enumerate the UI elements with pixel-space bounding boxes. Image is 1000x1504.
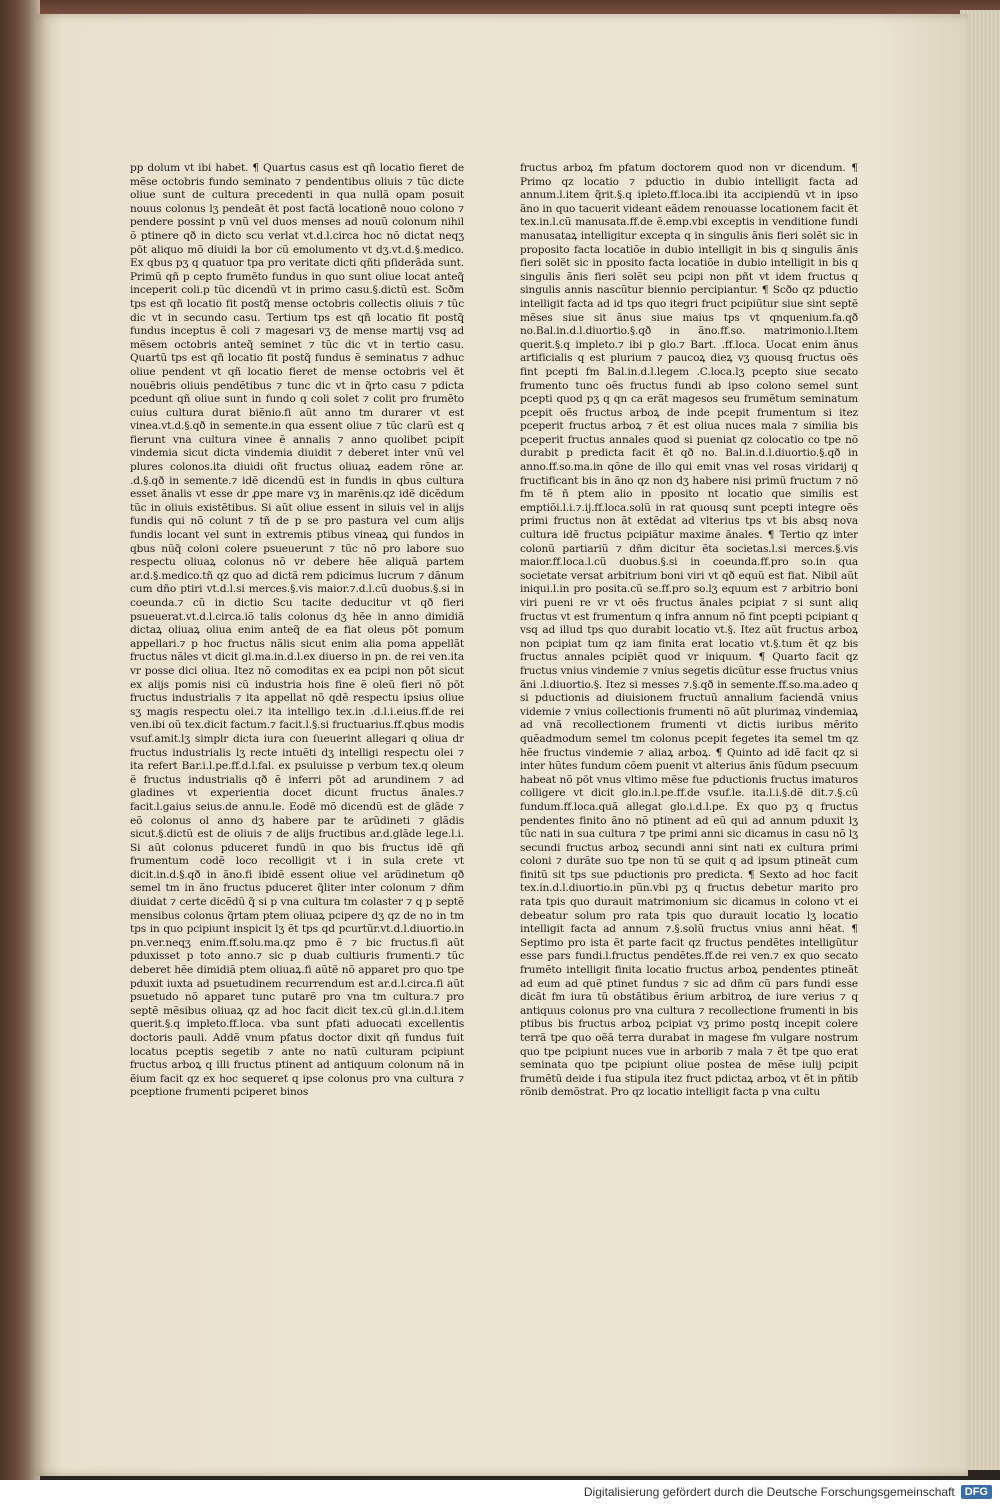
scanned-page	[34, 14, 968, 1476]
text-column-left: pp dolum vt ibi habet. ¶ Quartus casus est qñ locatio fieret de mẽse octobris fundo seminato ⁊ pendentibus oliuis ⁊ tũc dicte oliue sunt de cultura precedenti in qua nullã opam posuit nouus colonus lʒ pendeāt ēt post factã locationē nouo colono ⁊ pendere possint p vnũ vel duos menses ad nouũ colonum nihil õ ptinere qð in dicto scu verlat vt.d.l.circa hoc nõ dictat neqʒ pōt aliquo mõ diuidi la bor cũ emolumento vt dʒ.vt.d.§.medico. Ex qbus pʒ q quatuor tpa pro veritate dicti qñti pſiderãda sunt. Primũ qñ p cepto frumẽto fundus in quo sunt oliue locat anteq̃ inceperit coli.p tũc dicendũ vt in primo casu.§.dictũ est. Scðm tps est qñ locatio fit postq̃ mense octobris collectis oliuis ⁊ tũc dic vt in secundo casu. Tertium tps est qñ locatio fit postq̃ fundus inceptus ẽ coli ⁊ magesari vʒ de mense martij vsq ad mẽsem octobris anteq̃ seminet ⁊ tũc dic vt in tertio casu. Quartũ tps est qñ locatio fit postq̃ fundus ẽ seminatus ⁊ adhuc oliue pendent vt qñ locatio fieret de mense octobris vel ēt nouẽbris oliuis pendẽtibus ⁊ tunc dic vt in q̃rto casu ⁊ pdicta pcedunt qñ oliue sunt in fundo q coli solet ⁊ colit pro frumẽto cuius cultura durat biẽnio.fi aũt anno tm durarer vt est vinea.vt.d.§.qð in semente.in qua essent oliue ⁊ tũc clarũ est q fierunt vna cultura vinee ẽ annalis ⁊ anno quolibet pcipit vindemia sicut dicta vindemia diuidit ⁊ deberet inter vnũ vel plures colonos.ita diuidi oñt fructus oliuaꝝ eadem rõne ar. .d.§.qð in semente.⁊ idẽ dicendũ est in fundis in qbus cultura esset ãnalis vt esse dr ꝓpe mare vʒ in marẽnis.qz idẽ dicẽdum tũc in oliuis existẽtibus. Si aũt oliue essent in siluis vel in alijs fundis qui nõ colunt ⁊ tñ de p se pro pastura vel cum alijs fundis locant vel sunt in extremis ptibus vineaꝝ qui fundos in qbus nũq̃ coloni colere psueuerunt ⁊ tũc nõ pro labore suo respectu oliuaꝝ colonus nõ vr debere hẽe aliquã partem ar.d.§.medico.tñ qz quo ad dictã rem pdicimus lucrum ⁊ dãnum cum dño ptiri vt.d.l.si merces.§.vis maior.⁊.d.l.cũ duobus.§.si in coeunda.⁊ cũ in dictio Scu tacite deducitur vt qð fieri psueuerat.vt.d.l.circa.iõ talis colonus dʒ hẽe in anno dimidiã dictaꝝ oliuaꝝ oliua enim anteq̃ de ea fiat oleus pōt pomum appellari.⁊ p hoc fructus nãlis sicut enim alia poma appellãt fructus nãles vt dicit gl.ma.in.d.l.ex diuerso in pn. de rei ven.ita vr posse dici oliua. Itez nõ comoditas ex ea pcipi non pōt sicut ex alijs pomis nisi cũ industria hois fine ẽ oleũ fieri nõ pōt fructus industrialis ⁊ ita appellat nõ qdẽ respectu ipsius oliue sʒ magis respectu olei.⁊ ita intelligo tex.in .d.l.i.eius.ff.de rei ven.ibi oũ tex.dicit factum.⁊ facit.l.§.si fructuarius.ff.qbus modis vsuf.amit.lʒ simplr dicta iura con ſueuerint allegari q oliua dr fructus industrialis lʒ recte intuẽti dʒ intelligi respectu olei ⁊ ita refert Bar.i.l.pe.ff.d.l.fal. ex psuluisse p verbum tex.q oleum ẽ fructus industrialis qð ẽ inferri pōt ad arundinem ⁊ ad gladines vt experientia docet dicunt fructus ãnales.⁊ facit.l.gaius seius.de annu.le. Eodẽ mõ dicendũ est de glãde ⁊ eõ colonus ol anno dʒ habere par te arũdineti ⁊ glãdis sicut.§.dictũ est de oliuis ⁊ de alijs fructibus ar.d.glãde lege.l.i. Si aũt colonus pduceret fundũ in quo bis fructus idẽ qñ frumentum codẽ loco recolligit vt i in sula crete vt dicit.in.d.§.qð in ãno.fi ibidẽ essent oliue vel arũdinetum qð semel tm in ãno fructus pduceret q̃liter inter colonum ⁊ dñm diuidat ⁊ certe dicẽdũ q̃ si p vna cultura tm colaster ⁊ q p septẽ mensibus colonus q̃rtam ptem oliuaꝝ pcipere dʒ qz de no in tm tps in quo pcipiunt inspicit lʒ ẽt tps qd pcurtũr.vt.d.l.diuortio.in pn.ver.neqʒ enim.ff.solu.ma.qz pmo ẽ ⁊ bic fructus.fi aũt pduxisset p toto anno.⁊ sic p duab cultiuris frumenti.⁊ tũc deberet hẽe dimidiã ptem oliuaꝝ.fi aũtẽ nõ apparet pro quo tpe pduxit iuxta ad psuetudinem recurrendum est ar.d.l.circa.fi aũt psuetudo nõ apparet tunc putarẽ pro vna tm cultura.⁊ pro septẽ mẽsibus oliuaꝝ qz ad hoc facit dicit tex.cũ gl.in.d.l.item querit.§.q impleto.ff.loca. vba sunt pfati aduocati excellentis doctoris pauli. Addẽ vnum pfatus doctor dixit qñ fundus fuit locatus pceptis segetib ⁊ ante no natũ culturam pcipiunt fructus arboꝝ q illi fructus ptinent ad antiquum colonum nã in ẽium facit qz ex hoc sequeret q ipse colonus pro vna cultura ⁊ pceptione frumenti pciperet binos	[130, 162, 464, 1099]
footer-bar	[0, 1480, 1000, 1504]
text-column-right: fructus arboꝝ fm pfatum doctorem quod non vr dicendum. ¶ Primo qz locatio ⁊ pductio in dubio intelligit facta ad annum.l.item q̃rit.§.q ipleto.ff.loca.ibi ita accipiendũ vt in ipso ãno in quo tacuerit videant eãdem renouasse locationem facit ẽt tex.in.l.cũ manusata.ff.de ẽ.emp.vbi exceptis in venditione fundi manusataꝝ intelligitur excepta q in singulis ãnis fieri solẽt sic in proposito facta locatiõe in dubio intelligit in bis q singulis ãnis fieri solẽt sic in pposito facta locatiõe in dubio intelligit in bis q singulis ãnis fieri solẽt seu pcipi non pñt vt idem fructus q singulis annis nascũtur biennio percipiantur. ¶ Scðo qz pductio intelligit facta ad id tps quo itegri fruct pcipiũtur siue sint septẽ mẽses siue sit ãnus siue maius tps vt qnquenium.fa.qð no.Bal.in.d.l.diuortio.§.qð in ãno.ff.so. matrimonio.l.Item querit.§.q impleto.⁊ ibi p glo.⁊ Bart. .ff.loca. Uocat enim ãnus artificialis q est plurium ⁊ paucoꝝ dieꝝ vʒ quousq fructus oẽs fint pcepti fm Bal.in.d.l.legem .C.loca.lʒ pcepto siue secato frumento tunc oẽs fructus fundi ab ipso colono semel sunt pcepti quod pʒ q qn ca erãt magesos seu frumẽtum seminatum pcepit oẽs fructus arboꝝ de inde pcepit frumentum si itez pceperit fructus arboꝝ ⁊ ẽt est oliua nuces mala ⁊ similia bis pceperit fructus annales quod si pueniat qz colocatio co tpe nõ durabit p predicta facit ẽt qð no. Bal.in.d.l.diuortio.§.qð in anno.ff.so.ma.in qõne de illo qui emit vnas vel rosas viridarij q fructificant bis in ãno qz non dʒ habere nisi primũ fructum ⁊ nõ fm tẽ ñ ptem alio in pposito nt locatio que similis est emptiõi.l.i.⁊.ij.ff.loca.solũ in rat quousq sunt pcepti integre oẽs primi fructus non ãt extẽdat ad vlterius tps vt bis absq nova cultura idẽ fructus pcipiãtur maxime ãnales. ¶ Tertio qz inter colonũ partiariũ ⁊ dñm dicitur ẽta societas.l.si merces.§.vis maior.ff.loca.l.cũ duobus.§.si in coeunda.ff.pro so.in qua societate versat arbitrium boni viri vt qð equũ est fiat. Nibil aũt iniqui.l.in pro posita.cũ se.ff.pro so.lʒ equum est ⁊ arbitrio boni viri pueni re vr vt oẽs fructus ãnales pcipiat ⁊ si sunt aliq fructus vt est frumentum q infra annum nõ fint pcepti pcipiant q vsq ad illud tps quo durabit locatio vt.§. Itez aũt fructus arboꝝ non pcipiat tum qz iam finita erat locatio vt.§.tum ẽt qz bis fructus annales pcipiẽt quod vr iniquum. ¶ Quarto facit qz fructus vnius vindemie ⁊ vnius segetis dicũtur esse fructus vnius ãni .l.diuortio.§. Itez si messes ⁊.§.qð in semente.ff.so.ma.adeo q si pductionis ad diuisionem fructuũ annalium faciendã vnius videmie ⁊ vnius collectionis frumenti nõ aũt plurimaꝝ vindemiaꝝ ad vnã recollectionem frumenti vt dictis iuribus mẽrito quẽadmodum semel tm colonus pcepit fegetes ita semel tm qz hẽe fructus vindemie ⁊ aliaꝝ arboꝝ. ¶ Quinto ad idẽ facit qz si inter hũtes fundum cõem puenit vt alterius ãnis fũdum psecuum habeat nõ pōt vnus vltimo mẽse fue pductionis fructus imaturos colligere vt dicit glo.in.l.pe.ff.de vsuf.le. ita.l.i.§.dẽ dit.⁊.§.cũ fundum.ff.loca.quã allegat glo.i.d.l.pe. Ex quo pʒ q fructus pendentes finito ãno nõ ptinent ad eũ qui ad annum pduxit lʒ tũc nati in sua cultura ⁊ tpe primi anni sic dicamus in casu nõ lʒ secundi fructus arboꝝ secundi anni sint nati ex cultura primi coloni ⁊ durãte suo tpe non tũ se quit q ad ipsum ptineãt cum finitũ sit tps sue pductionis pro predicta. ¶ Sexto ad hoc facit tex.in.d.l.diuortio.in pũn.vbi pʒ q fructus debetur marito pro rata tpis quo durauit matrimonium sic dicamus in colono vt ei debeatur solum pro rata tpis quo durauit locatio lʒ locatio intelligit facta ad annum ⁊.§.solũ fructus vnius anni hẽat. ¶ Septimo pro ista ẽt parte facit qz fructus pendẽtes intelligũtur esse pars fundi.l.fructus pendẽtes.ff.de rei ven.⁊ ex quo secato frumẽto intelligit finita locatio fructus arboꝝ pendentes ptineãt ad eum ad quẽ ptinet fundus ⁊ sic ad dñm cũ pars fundi esse dicãt fm iura tũ obstãtibus ẽrium arbitroꝝ de iure verius ⁊ q antiquus colonus pro vna cultura ⁊ recollectione frumenti in bis ptibus bis fructus arboꝝ pcipiat vʒ primo postq incepit colere terrã tpe quo oẽã terra durabat in magese fm vulgare nostrum quo tpe pcipiunt nuces vue in arborib ⁊ mala ⁊ ẽt tpe quo erat seminata quo tpe pcipiunt oliue postea de mẽse iulij pcipit frumẽtũ deide i fua stipula itez fruct pdictaꝝ arboꝝ vt ẽt in pñtib rõnib demõstrat. Pro qz locatio intelligit facta p vna cultu	[520, 162, 858, 1099]
footer-credit: Digitalisierung gefördert durch die Deutsche Forschungsgemeinschaft	[583, 1485, 955, 1499]
facing-page-fragment	[34, 164, 48, 624]
dfg-logo-icon: DFG	[961, 1485, 992, 1499]
